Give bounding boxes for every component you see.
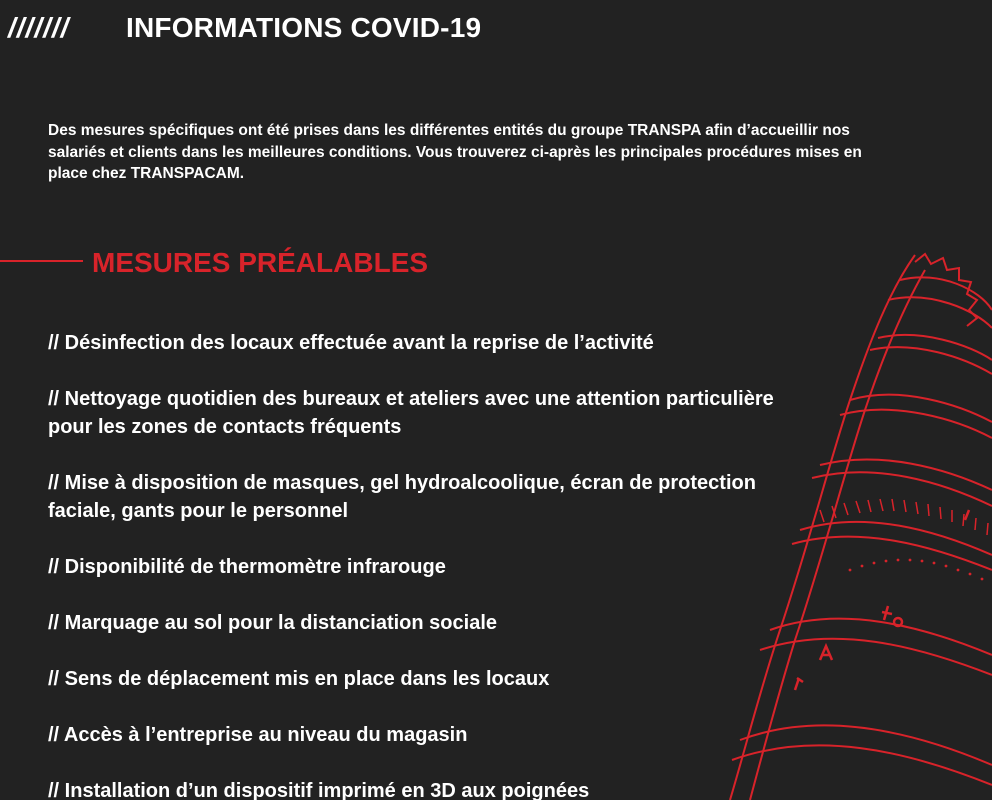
measure-item: // Mise à disposition de masques, gel hydroalcoolique, écran de protection faciale, gants pour le personnel — [48, 472, 756, 522]
measures-list — [48, 329, 808, 800]
measure-item: // Accès à l’entreprise au niveau du magasin — [48, 724, 468, 746]
title-slashes: /////// — [8, 12, 70, 43]
page-title: INFORMATIONS COVID-19 — [126, 12, 482, 43]
measure-item: // Marquage au sol pour la distanciation sociale — [48, 612, 497, 634]
intro-paragraph: Des mesures spécifiques ont été prises dans les différentes entités du groupe TRANSPA afin d’accueillir nos salariés et clients dans les meilleures conditions. Vous trouverez ci-après les principales procédures mises en place chez TRANSPACAM. — [48, 122, 862, 182]
measure-item: // Désinfection des locaux effectuée avant la reprise de l’activité — [48, 332, 654, 354]
measure-item: // Nettoyage quotidien des bureaux et ateliers avec une attention particulière pour les zones de contacts fréquents — [48, 388, 774, 438]
section-title: MESURES PRÉALABLES — [92, 247, 429, 278]
measure-item: // Disponibilité de thermomètre infrarouge — [48, 556, 446, 578]
measure-item: // Installation d’un dispositif imprimé en 3D aux poignées — [48, 780, 590, 800]
section-rule — [0, 260, 83, 262]
page-header — [8, 12, 481, 44]
measure-item: // Sens de déplacement mis en place dans les locaux — [48, 668, 550, 690]
